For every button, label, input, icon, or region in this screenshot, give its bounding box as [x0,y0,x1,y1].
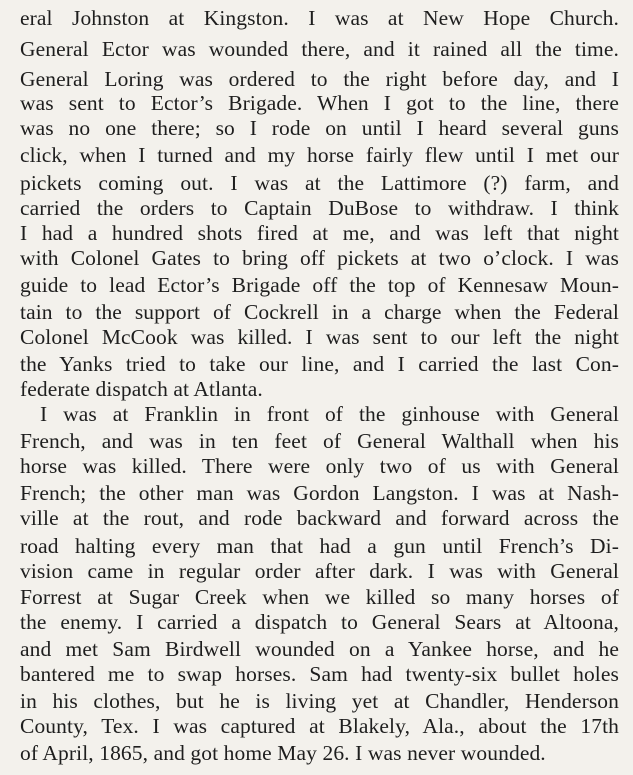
text-line: tain to the support of Cockrell in a charge when the Federal [20,300,619,324]
text-line: click, when I turned and my horse fairly flew until I met our [20,143,619,167]
text-line: eral Johnston at Kingston. I was at New Hope Church. [20,6,619,30]
text-line: General Loring was ordered to the right before day, and I [20,67,619,91]
text-line: French, and was in ten feet of General Walthall when his [20,429,619,453]
text-line: horse was killed. There were only two of us with General [20,454,619,478]
text-line: Colonel McCook was killed. I was sent to our left the night [20,325,619,349]
text-line: and met Sam Birdwell wounded on a Yankee horse, and he [20,637,619,661]
text-line: ville at the rout, and rode backward and forward across the [20,506,619,530]
text-line: in his clothes, but he is living yet at Chandler, Henderson [20,689,619,713]
text-line: French; the other man was Gordon Langston. I was at Nash- [20,481,619,505]
text-line: pickets coming out. I was at the Lattimore (?) farm, and [20,171,619,195]
text-line: federate dispatch at Atlanta. [20,377,263,401]
text-line: Forrest at Sugar Creek when we killed so many horses of [20,585,619,609]
text-line: the enemy. I carried a dispatch to General Sears at Altoona, [20,610,619,634]
text-line: vision came in regular order after dark. I was with General [20,559,619,583]
text-line: with Colonel Gates to bring off pickets at two o’clock. I was [20,246,619,270]
text-line: of April, 1865, and got home May 26. I was never wounded. [20,741,546,765]
text-line: carried the orders to Captain DuBose to withdraw. I think [20,196,619,220]
text-line: bantered me to swap horses. Sam had twenty-six bullet holes [20,662,619,686]
text-line: guide to lead Ector’s Brigade off the top of Kennesaw Moun- [20,273,619,297]
text-line: was sent to Ector’s Brigade. When I got to the line, there [20,91,619,115]
text-line: road halting every man that had a gun until French’s Di- [20,534,619,558]
text-line: General Ector was wounded there, and it rained all the time. [20,37,619,61]
text-line: the Yanks tried to take our line, and I carried the last Con- [20,352,619,376]
text-line: County, Tex. I was captured at Blakely, Ala., about the 17th [20,714,619,738]
text-line: was no one there; so I rode on until I heard several guns [20,116,619,140]
text-line: I was at Franklin in front of the ginhouse with General [40,402,619,426]
text-line: I had a hundred shots fired at me, and was left that night [20,221,619,245]
